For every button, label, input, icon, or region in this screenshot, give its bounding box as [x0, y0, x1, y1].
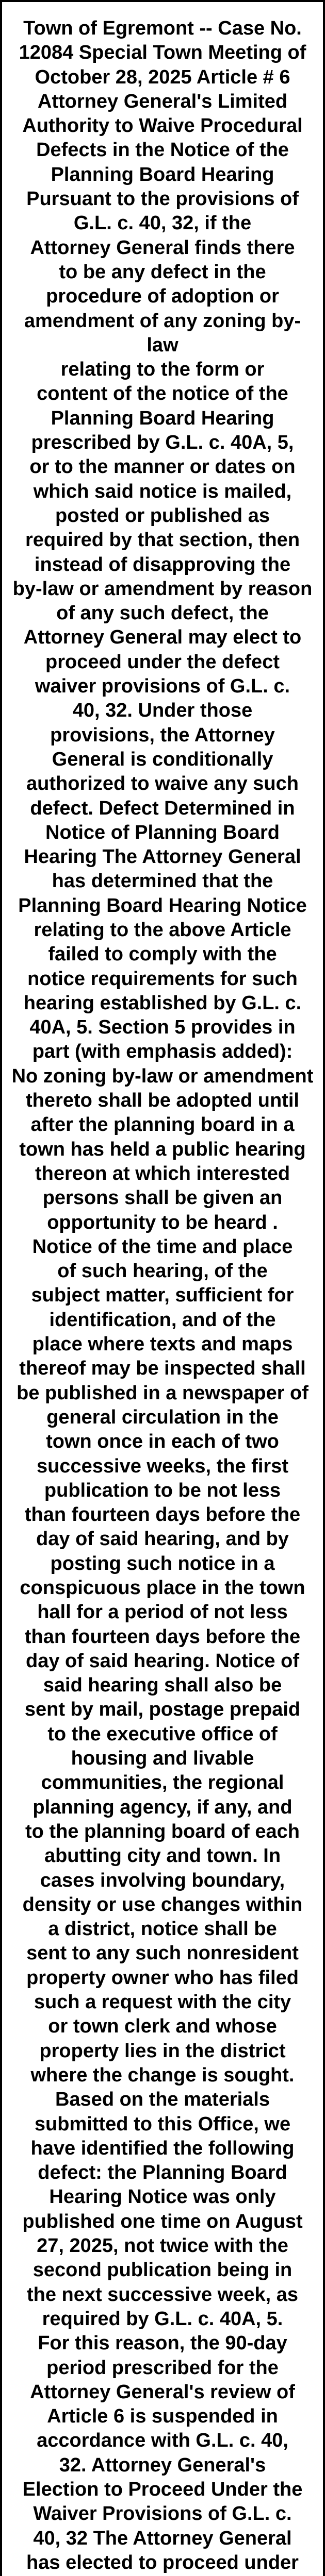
legal-notice-text: Town of Egremont -- Case No. 12084 Special Town Meeting of October 28, 2025 Article # 6 Attorney General's Limited Authority to Waive Procedural Defects in the Notice of the Planning Board Hearing Pursuant to the provisions of G.L. c. 40, 32, if the Attorney General finds there to be any defect in the procedure of adoption or amendment of any zoning by-law relating to the form or content of the notice of the Planning Board Hearing prescribed by G.L. c. 40A, 5, or to the manner or dates on which said notice is mailed, posted or published as required by that section, then instead of disapproving the by-law or amendment by reason of any such defect, the Attorney General may elect to proceed under the defect waiver provisions of G.L. c. 40, 32. Under those provisions, the Attorney General is conditionally authorized to waive any such defect. Defect Determined in Notice of Planning Board Hearing The Attorney General has determined that the Planning Board Hearing Notice relating to the above Article failed to comply with the notice requirements for such hearing established by G.L. c. 40A, 5. Section 5 provides in part (with emphasis added): No zoning by-law or amendment thereto shall be adopted until after the planning board in a town has held a public hearing thereon at which interested persons shall be given an opportunity to be heard . Notice of the time and place of such hearing, of the subject matter, sufficient for identification, and of the place where texts and maps thereof may be inspected shall be published in a newspaper of general circulation in the town once in each of two successive weeks, the first publication to be not less than fourteen days before the day of said hearing, and by posting such notice in a conspicuous place in the town hall for a period of not less than fourteen days before the day of said hearing. Notice of said hearing shall also be sent by mail, postage prepaid to the executive office of housing and livable communities, the regional planning agency, if any, and to the planning board of each abutting city and town. In cases involving boundary, density or use changes within a district, notice shall be sent to any such nonresident property owner who has filed such a request with the city or town clerk and whose property lies in the district where the change is sought. Based on the materials submitted to this Office, we have identified the following defect: the Planning Board Hearing Notice was only published one time on August 27, 2025, not twice with the second publication being in the next successive week, as required by G.L. c. 40A, 5. For this reason, the 90-day period prescribed for the Attorney General's review of Article 6 is suspended in accordance with G.L. c. 40, 32. Attorney General's Election to Proceed Under the Waiver Provisions of G.L. c. 40, 32 The Attorney General has elected to proceed under: [11, 18, 314, 2573]
